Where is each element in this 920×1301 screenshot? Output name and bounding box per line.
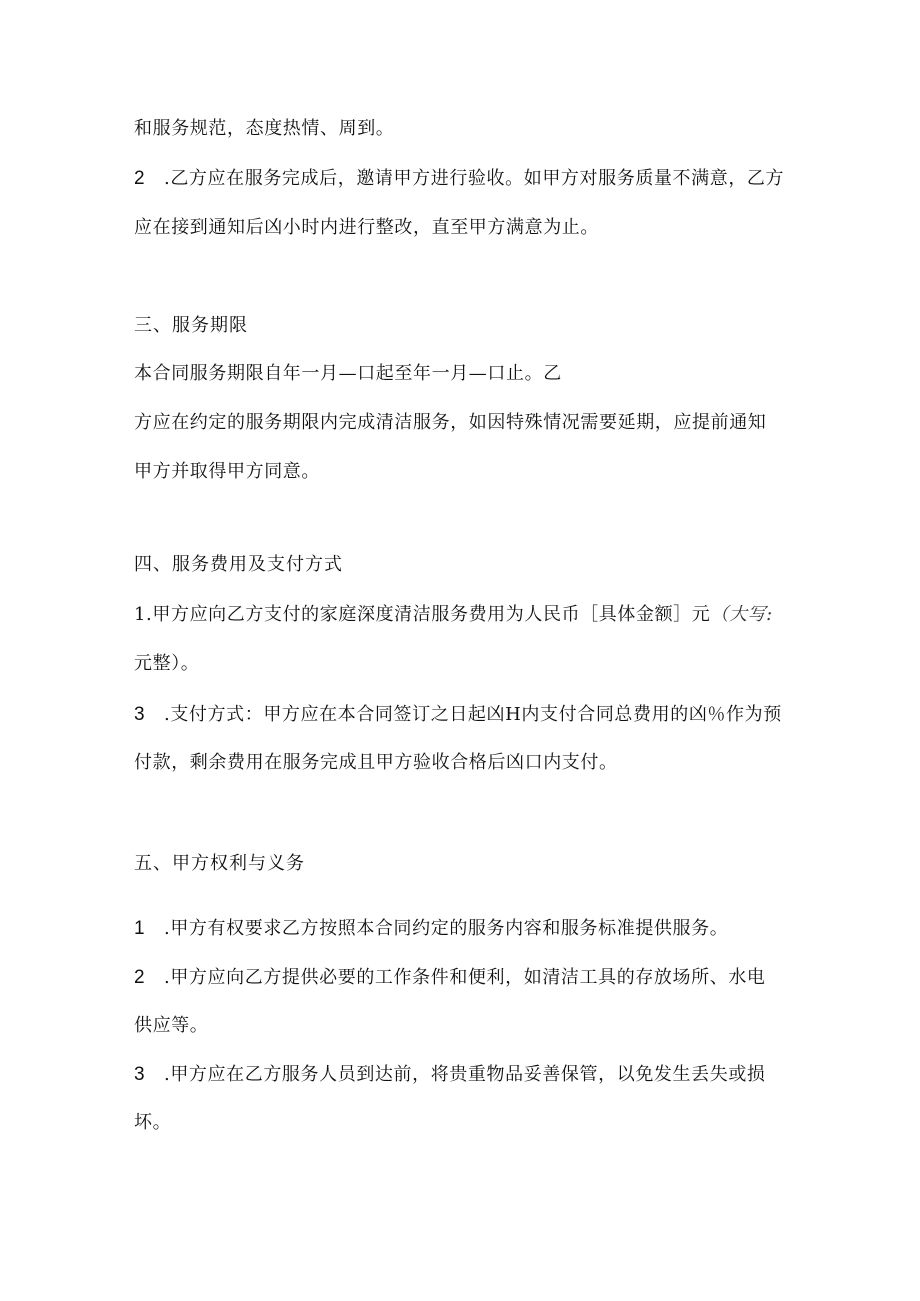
sec2-tail-line bbox=[134, 117, 394, 141]
sec5-title-text: 五、甲方权利与义务 bbox=[134, 853, 305, 874]
sec5-item1-number: 1 bbox=[134, 918, 146, 939]
sec3-line3-text: 甲方并取得甲方同意。 bbox=[134, 461, 320, 482]
sec4-item1-text: 1.甲方应向乙方支付的家庭深度清洁服务费用为人民币［具体金额］元 bbox=[134, 604, 711, 625]
sec3-line1-text: 本合同服务期限自年一月—口起至年一月—口止。乙 bbox=[134, 363, 562, 384]
sec4-item3-number: 3 bbox=[134, 704, 146, 725]
sec4-item1-line1 bbox=[134, 603, 773, 627]
sec3-line2 bbox=[134, 411, 766, 435]
sec5-item2-text-cont: 供应等。 bbox=[134, 1015, 209, 1036]
sec4-item1-italic: （大写: bbox=[710, 604, 773, 625]
sec3-line3 bbox=[134, 460, 320, 484]
sec4-item3-line1 bbox=[134, 703, 782, 727]
sec5-item2-line1 bbox=[134, 966, 766, 990]
sec5-title bbox=[134, 852, 305, 876]
sec3-line2-text: 方应在约定的服务期限内完成清洁服务，如因特殊情况需要延期，应提前通知 bbox=[134, 412, 767, 433]
sec5-item1-text: .甲方有权要求乙方按照本合同约定的服务内容和服务标准提供服务。 bbox=[164, 918, 729, 939]
sec2-item2-number: 2 bbox=[134, 168, 146, 189]
sec2-item2-line2 bbox=[134, 216, 599, 240]
sec4-item3-text-cont: 付款，剩余费用在服务完成且甲方验收合格后凶口内支付。 bbox=[134, 752, 618, 773]
sec4-item3-text: .支付方式：甲方应在本合同签订之日起凶H内支付合同总费用的凶％作为预 bbox=[164, 704, 782, 725]
sec4-title bbox=[134, 553, 343, 577]
sec5-item3-text: .甲方应在乙方服务人员到达前，将贵重物品妥善保管，以免发生丢失或损 bbox=[164, 1064, 766, 1085]
sec3-title bbox=[134, 314, 248, 338]
sec5-item2-line2 bbox=[134, 1014, 208, 1038]
sec3-title-text: 三、服务期限 bbox=[134, 315, 248, 336]
sec2-tail-text: 和服务规范，态度热情、周到。 bbox=[134, 118, 395, 139]
sec4-item1-text-cont: 元整）。 bbox=[134, 653, 200, 674]
sec5-item3-line2 bbox=[134, 1111, 171, 1135]
sec2-item2-text: .乙方应在服务完成后，邀请甲方进行验收。如甲方对服务质量不满意，乙方 bbox=[164, 168, 785, 189]
sec4-item3-line2 bbox=[134, 751, 618, 775]
sec5-item3-line1 bbox=[134, 1063, 766, 1087]
sec5-item2-text: .甲方应向乙方提供必要的工作条件和便利，如清洁工具的存放场所、水电 bbox=[164, 967, 766, 988]
sec5-item3-text-cont: 坏。 bbox=[134, 1112, 172, 1133]
sec5-item1-line1 bbox=[134, 917, 728, 941]
sec4-title-text: 四、服务费用及支付方式 bbox=[134, 554, 343, 575]
sec2-item2-text-cont: 应在接到通知后凶小时内进行整改，直至甲方满意为止。 bbox=[134, 217, 599, 238]
sec2-item2-line1 bbox=[134, 167, 784, 191]
sec4-item1-line2 bbox=[134, 652, 199, 676]
sec5-item2-number: 2 bbox=[134, 967, 146, 988]
sec3-line1 bbox=[134, 362, 562, 386]
sec5-item3-number: 3 bbox=[134, 1064, 146, 1085]
